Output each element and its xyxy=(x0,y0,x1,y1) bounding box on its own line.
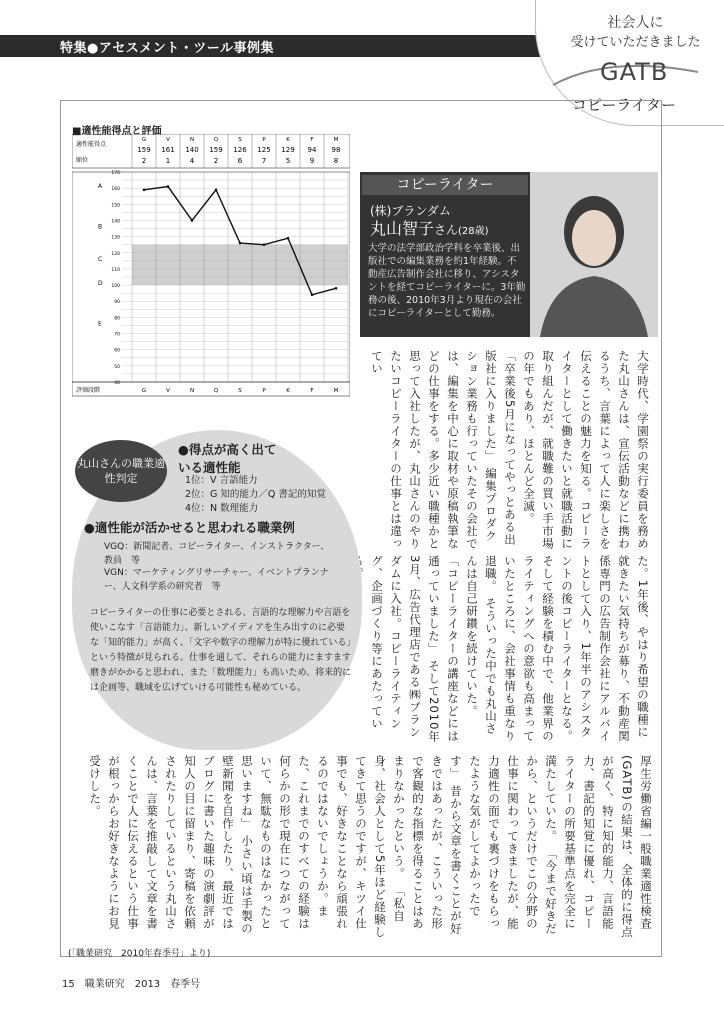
footer-category-label: P xyxy=(262,388,266,394)
profile-description: 大学の法学部政治学科を卒業後、出版社での編集業務を約1年経験。不動産広告制作会社に移り、アシスタントを経てコピーライターに。3年勤務の後、2010年3月より現在の会社にコピーライターとして勤務。 xyxy=(368,243,526,319)
article-para-5: そういった中でも丸山さんは自己研鑽を続けていた。 xyxy=(465,555,498,735)
score-point xyxy=(239,242,242,245)
vgn-label: VGN： xyxy=(104,568,133,578)
chart-title: ■適性能得点と評価 xyxy=(72,126,162,137)
footer-category-label: V xyxy=(166,388,170,394)
category-label: Q xyxy=(213,137,219,143)
job-list-vgn xyxy=(104,566,344,594)
article-para-10: 昔から文章を書くことが好きではあったが、こういった形で客観的な指標を得ることはあまりなかったという。 xyxy=(392,755,463,935)
category-label: N xyxy=(189,137,195,143)
article-para-9: 「今まで好きだから、というだけでこの分野の仕事に関わってきましたが、能力適性の面でも裏づけをもらったような気がしてよかったです」 xyxy=(449,755,558,935)
score-point xyxy=(191,219,194,222)
article-middle-block xyxy=(362,555,652,745)
footer-category-label: Q xyxy=(213,388,219,394)
category-label: S xyxy=(238,137,242,143)
category-label: M xyxy=(333,137,339,143)
article-para-7: そして2010年3月、広告代理店である㈱ブランダムに入社。コピーライティング、企画づくり等にあたってい xyxy=(370,555,441,743)
y-tick-label: 40 xyxy=(114,381,120,386)
portrait-photo xyxy=(530,172,658,337)
score-point xyxy=(143,188,146,191)
article-para-4: た。1年後、やはり希望の職種に就きたい気持ちが募り、不動産関係専門の広告制作会社にアルバイトとして入り、1年半のアシスタントの後コピーライターとなる。そして経験を積む中で、他業界のライティングへの意欲も高まっていたところに、会社事情も重なり退職。 xyxy=(484,555,650,743)
page-section-title: 特集●アセスメント・ツール事例集 xyxy=(60,41,274,56)
article-para-3: 編集プロダクション業務も行っていたその会社では、編集を中心に取材や原稿執筆などの仕事をする。多少近い職種かと思って入社したが、丸山さんのやりたいコピーライターの仕事とは違ってい xyxy=(370,350,498,550)
score-value: 140 xyxy=(185,146,199,154)
footer-category-label: G xyxy=(141,388,147,394)
score-value: 126 xyxy=(233,146,247,154)
score-value: 159 xyxy=(209,146,223,154)
person-silhouette-icon xyxy=(530,172,658,337)
y-tick-label: 140 xyxy=(111,219,120,225)
rank-value: 2 xyxy=(141,157,147,165)
score-value: 159 xyxy=(137,146,151,154)
rank-3: 4位：N 数理能力 xyxy=(185,503,259,514)
article-para-2: 「卒業後5月になってやっとある出版社に入りました」 xyxy=(484,350,517,546)
assessment-note: コピーライターの仕事に必要とされる、言語的な理解力や言語を使いこなす「言語能力」、新しいアイディアを生み出すのに必要な「知的能力」が高く、「文字や数字の理解力が特に優れている」という特徴が見られる。仕事を通して、それらの能力にますます磨きがかかると思われ、また「数理能力」も高いため、将来的には企画等、職域を広げていける可能性も秘めている。 xyxy=(90,608,352,693)
vgn-jobs: マーケティングリサーチャー、イベントプランナー、人文科学系の研究者 等 xyxy=(104,568,329,592)
y-tick-label: 150 xyxy=(111,203,120,209)
category-label: V xyxy=(166,137,170,143)
y-tick-label: 70 xyxy=(114,332,120,338)
score-value: 161 xyxy=(161,146,175,154)
article-upper-block xyxy=(362,350,652,550)
score-point xyxy=(335,287,338,290)
badge-job: コピーライター xyxy=(572,96,676,114)
y-tick-label: 120 xyxy=(111,251,120,257)
rank-1: 1位：V 言語能力 xyxy=(185,475,258,486)
badge-line2: 受けていただきました xyxy=(570,35,701,50)
category-label: P xyxy=(262,137,266,143)
band-label: A xyxy=(98,183,103,191)
job-list-vgq xyxy=(104,540,334,568)
article-para-12: 小さい頃は手製の壁新聞を自作したり、最近ではブログに書いた趣味の演劇評が知人の目に留まり、寄稿を依頼されたりしているという丸山さんは、言葉を推敲して文章を書くことで人に伝えるという仕事が根っからお好きなようにお見受けした。 xyxy=(88,755,254,935)
vgq-label: VGQ： xyxy=(104,542,134,552)
rank-value: 7 xyxy=(261,157,267,165)
category-label: F xyxy=(310,137,314,143)
rank-value: 4 xyxy=(189,157,195,165)
aptitude-chart xyxy=(72,134,350,398)
y-tick-label: 170 xyxy=(111,171,120,176)
name-honorific: さん xyxy=(434,223,459,237)
score-value: 125 xyxy=(257,146,271,154)
score-value: 129 xyxy=(281,146,295,154)
score-point xyxy=(167,185,170,188)
footer-category-label: F xyxy=(310,388,314,394)
gatb-logo-text: GATB xyxy=(600,58,669,86)
footer-category-label: N xyxy=(189,388,195,394)
rank-2: 2位：G 知的能力／Q 書記的知覚 xyxy=(185,489,326,500)
page-footer: 15 職業研究 2013 春季号 xyxy=(62,979,201,990)
rank-row-label: 順位 xyxy=(76,157,89,164)
article-para-6: 「コピーライターの講座などには通っていました」 xyxy=(427,555,460,743)
score-value: 98 xyxy=(331,146,341,154)
band-label: C xyxy=(98,255,103,263)
y-tick-label: 50 xyxy=(114,364,120,370)
band-label: D xyxy=(98,280,103,288)
source-citation: (「職業研究 2010年春季号」より) xyxy=(68,949,211,959)
rank-value: 6 xyxy=(237,157,243,165)
article-para-8: 厚生労働省編一般職業適性検査(GATB)の結果は、全体的に得点が高く、特に知的能力、言語能力、書記的知覚に優れ、コピーライターの所要基準点を完全に満たしていた。 xyxy=(544,755,653,939)
article-para-1: 大学時代、学園祭の実行委員を務めた丸山さんは、宣伝活動などに携わるうち、言葉によって人に楽しさを伝えることの魅力を知る。コピーライターとして働きたいと就職活動に取り組んだが、就職難の買い手市場の年でもあり、ほとんど全滅。 xyxy=(522,350,650,550)
top-aptitude-heading: ●得点が高く出ている適性能 xyxy=(178,442,277,475)
score-row-label: 適性能得点 xyxy=(76,141,107,148)
footer-row-label: 評価段階 xyxy=(76,387,101,394)
job-examples-heading: ●適性能が活かせると思われる職業例 xyxy=(84,520,295,535)
band-label: E xyxy=(98,320,102,328)
assessment-oval: 丸山さんの職業適性判定 xyxy=(75,440,167,502)
article-lower-block xyxy=(80,755,655,940)
footer-category-label: S xyxy=(238,388,242,394)
rank-value: 1 xyxy=(165,157,171,165)
rank-value: 2 xyxy=(213,157,219,165)
category-label: K xyxy=(286,137,290,143)
y-tick-label: 130 xyxy=(111,235,120,241)
y-tick-label: 160 xyxy=(111,187,120,193)
y-tick-label: 80 xyxy=(114,316,120,322)
score-point xyxy=(263,243,266,246)
badge-line1: 社会人に xyxy=(607,15,664,31)
score-point xyxy=(311,293,314,296)
score-value: 94 xyxy=(307,146,317,154)
y-tick-label: 110 xyxy=(111,267,120,273)
profile-age: (28歳) xyxy=(458,226,489,237)
category-label: G xyxy=(141,137,147,143)
y-tick-label: 100 xyxy=(111,284,120,290)
profile-job-tag: コピーライター xyxy=(362,175,528,195)
vgq-jobs: 新聞記者、コピーライター、インストラクター、教員 等 xyxy=(104,542,330,566)
article-para-11: 「私自身、社会人として5年ほど経験してきて思うのですが、キツイ仕事でも、好きなことなら頑張れるのではないでしょうか。また、これまでのすべての経験は何らかの形で現在につながっていて、無駄なものはなかったと思いますね」 xyxy=(240,755,406,939)
score-point xyxy=(215,188,218,191)
y-tick-label: 60 xyxy=(114,348,120,354)
profile-org: (株)ブランダム xyxy=(370,204,451,218)
footer-category-label: K xyxy=(286,388,290,394)
normal-range-band xyxy=(132,245,348,285)
y-tick-label: 90 xyxy=(114,300,120,306)
band-label: B xyxy=(98,223,103,231)
rank-value: 9 xyxy=(309,157,315,165)
score-point xyxy=(287,237,290,240)
rank-value: 8 xyxy=(333,157,339,165)
rank-value: 5 xyxy=(285,157,291,165)
name-text: 丸山智子 xyxy=(370,219,435,238)
footer-category-label: M xyxy=(333,388,339,394)
profile-name xyxy=(370,216,489,239)
